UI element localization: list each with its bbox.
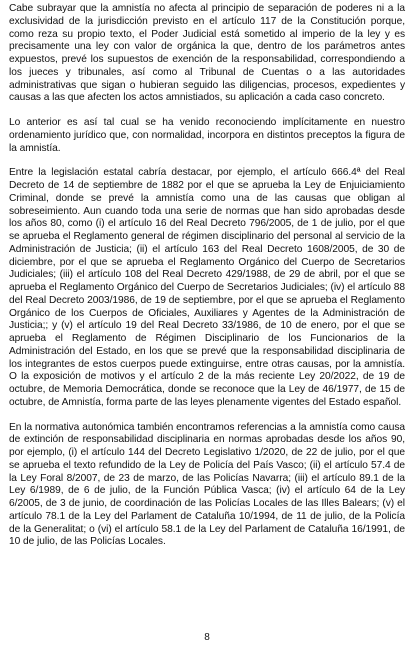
paragraph-legal-recognition: Lo anterior es así tal cual se ha venido reconociendo implícitamente en nuestro ordenamiento jurídico que, con normalidad, incorpora en distintos preceptos la figura de la amnistía. [9,117,405,154]
paragraph-separation-of-powers: Cabe subrayar que la amnistía no afecta al principio de separación de poderes ni a la exclusividad de la jurisdicción previsto en el artículo 117 de la Constitución porque, como reza su propio texto, el Poder Judicial está sometido al imperio de la ley y es precisamente una ley con valor de orgánica la que, dentro de los parámetros antes expuestos, prevé los supuestos de exención de la responsabilidad, correspondiendo a los jueces y tribunales, así como al Tribunal de Cuentas o a las autoridades administrativas que sigan o hubieran seguido las diligencias, procesos, expedientes y causas a las que afecten los actos amnistiados, su aplicación a cada caso concreto. [9,3,405,104]
page-number: 8 [204,632,210,643]
paragraph-regional-legislation: En la normativa autonómica también encontramos referencias a la amnistía como causa de extinción de responsabilidad disciplinaria en normas aprobadas desde los años 90, por ejemplo, (i) el artículo 144 del Decreto Legislativo 1/2020, de 22 de julio, por el que se aprueba el texto refundido de la Ley de Policía del País Vasco; (ii) el artículo 57.4 de la Ley Foral 8/2007, de 23 de marzo, de las Policías Navarra; (iii) el artículo 89.1 de la Ley 6/1989, de 6 de julio, de la Función Pública Vasca; (iv) el artículo 64 de la Ley 6/2005, de 3 de junio, de coordinación de las Policías Locales de las Illes Balears; (v) el artículo 78.1 de la Ley del Parlament de Cataluña 10/1994, de 11 de julio, de la Policía de la Generalitat; o (vi) el artículo 58.1 de la Ley del Parlament de Cataluña 16/1991, de 10 de julio, de las Policías Locales. [9,421,405,548]
document-page [9,3,405,561]
paragraph-state-legislation: Entre la legislación estatal cabría destacar, por ejemplo, el artículo 666.4ª del Real Decreto de 14 de septiembre de 1882 por el que se aprueba la Ley de Enjuiciamiento Criminal, donde se prevé la amnistía como una de las causas que obligan al sobreseimiento. Aun cuando toda una serie de normas que han sido aprobadas desde los años 80, como (i) el artículo 16 del Real Decreto 796/2005, de 1 de julio, por el que se aprueba el Reglamento general de régimen disciplinario del personal al servicio de la Administración de Justicia; (ii) el artículo 163 del Real Decreto 1608/2005, de 30 de diciembre, por el que se aprueba el Reglamento Orgánico del Cuerpo de Secretarios Judiciales; (iii) el artículo 108 del Real Decreto 429/1988, de 29 de abril, por el que se aprueba el Reglamento Orgánico del Cuerpo de Secretarios Judiciales; (iv) el artículo 88 del Real Decreto 2003/1986, de 19 de septiembre, por el que se aprueba el Reglamento Orgánico de los Cuerpos de Oficiales, Auxiliares y Agentes de la Administración de Justicia;; y (v) el artículo 19 del Real Decreto 33/1986, de 10 de enero, por el que se aprueba el Reglamento de Régimen Disciplinario de los Funcionarios de la Administración del Estado, en los que se prevé que la responsabilidad disciplinaria de los integrantes de estos cuerpos puede extinguirse, entre otras causas, por la amnistía. O la exposición de motivos y el artículo 2 de la más reciente Ley 20/2022, de 19 de octubre, de Memoria Democrática, donde se reconoce que la Ley de 46/1977, de 15 de octubre, de Amnistía, forma parte de las leyes plenamente vigentes del Estado español. [9,167,405,408]
